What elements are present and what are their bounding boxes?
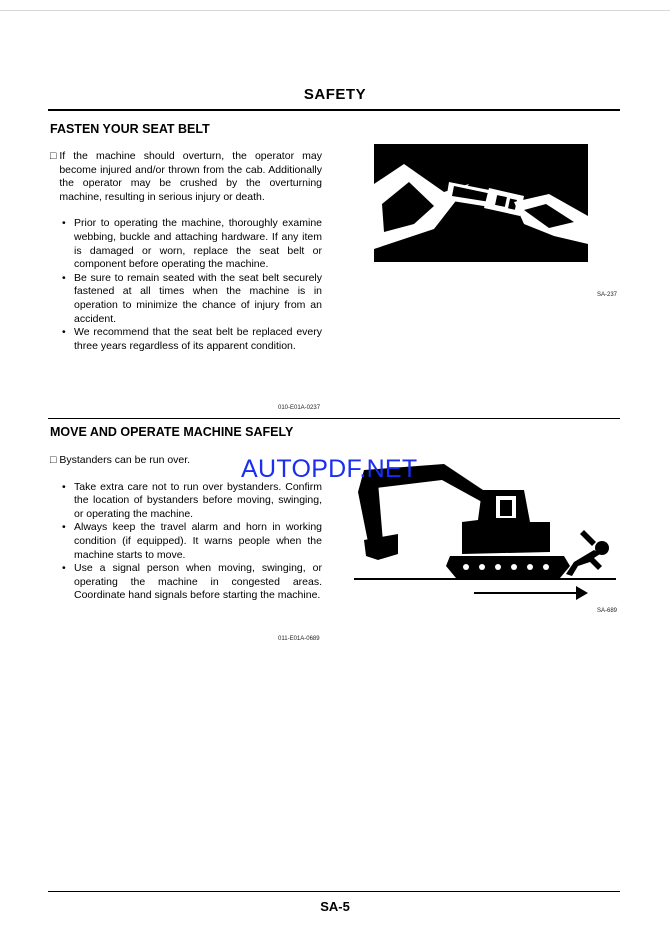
page-title: SAFETY: [303, 86, 367, 103]
list-item: • Prior to operating the machine, thoroughly examine webbing, buckle and attaching hardware. If any item is damaged or worn, replace the seat belt or component before operating the machine.: [62, 217, 322, 271]
figure-code: SA-237: [597, 292, 618, 298]
checkbox-marker: □: [50, 150, 57, 162]
section-heading-seat-belt: FASTEN YOUR SEAT BELT: [50, 122, 210, 136]
figure-code: SA-689: [597, 608, 618, 614]
list-item: • Be sure to remain seated with the seat belt securely fastened at all times when the machine is in operation to minimize the chance of injury from an accident.: [62, 271, 322, 325]
watermark: AUTOPDF.NET: [241, 455, 418, 483]
title-underline: [48, 109, 620, 111]
bullet-dot: •: [62, 271, 66, 284]
footer-rule: [48, 891, 620, 892]
doc-code: 010-E01A-0237: [278, 405, 321, 411]
seat-belt-bullet-list: [50, 217, 322, 353]
seat-belt-lead-paragraph: [50, 150, 322, 204]
operate-safely-lead-text: Bystanders can be run over.: [59, 454, 191, 466]
section-divider: [48, 418, 620, 419]
list-item: • Always keep the travel alarm and horn in working condition (if equipped). It warns people when the machine starts to move.: [62, 521, 322, 561]
bullet-dot: •: [62, 217, 66, 230]
bullet-dot: •: [62, 480, 66, 493]
operate-safely-bullet-list: [50, 481, 322, 603]
top-edge-rule: [0, 10, 670, 11]
list-item: • We recommend that the seat belt be replaced every three years regardless of its apparent condition.: [62, 326, 322, 352]
seat-belt-lead-text: If the machine should overturn, the operator may become injured and/or thrown from the cab. Additionally the operator may be crushed by the overturning machine, resulting in serious injury or death.: [59, 150, 322, 203]
section-heading-operate-safely: MOVE AND OPERATE MACHINE SAFELY: [50, 425, 294, 439]
doc-code: 011-E01A-0689: [278, 636, 320, 642]
seat-belt-text-block: [50, 150, 322, 353]
list-item: • Use a signal person when moving, swinging, or operating the machine in congested areas. Coordinate hand signals before starting the machine.: [62, 562, 322, 602]
list-item: • Take extra care not to run over bystanders. Confirm the location of bystanders before moving, swinging, or operating the machine.: [62, 480, 322, 520]
bullet-dot: •: [62, 326, 66, 339]
checkbox-marker: □: [50, 454, 57, 466]
bullet-dot: •: [62, 562, 66, 575]
page-number: SA-5: [320, 899, 350, 914]
seat-belt-buckle-illustration-icon: [374, 144, 588, 262]
bullet-dot: •: [62, 521, 66, 534]
